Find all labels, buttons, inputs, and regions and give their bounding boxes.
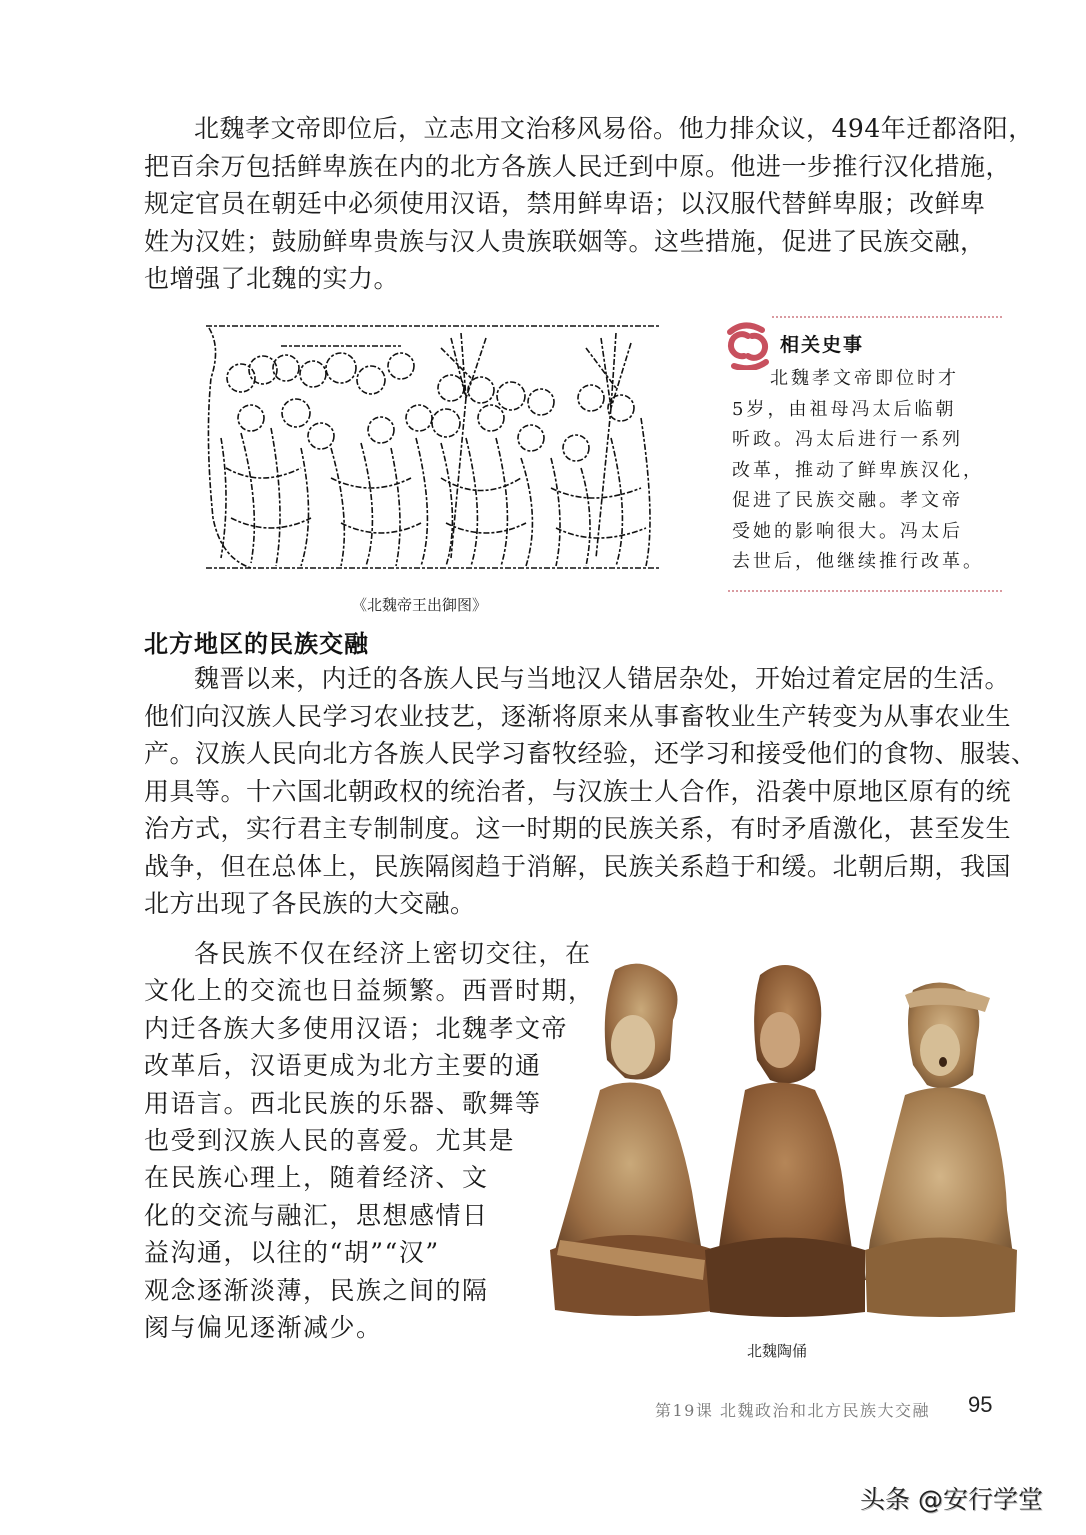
pottery-figurines-icon bbox=[545, 950, 1020, 1320]
paragraph-culture bbox=[144, 935, 594, 1346]
figurine-middle bbox=[705, 965, 865, 1317]
related-history-text bbox=[732, 364, 1004, 578]
figurine-right bbox=[865, 983, 1017, 1318]
text-line: 用具等。十六国北朝政权的统治者，与汉族士人合作，沿袭中原地区原有的统 bbox=[144, 776, 1012, 806]
dotted-divider-bottom bbox=[728, 590, 1002, 592]
text-line: 用语言。西北民族的乐器、歌舞等 bbox=[144, 1088, 542, 1118]
procession-engraving-icon bbox=[201, 318, 669, 580]
paragraph-migration bbox=[144, 660, 1037, 923]
text-line: 治方式，实行君主专制制度。这一时期的民族关系，有时矛盾激化，甚至发生 bbox=[144, 814, 1012, 843]
running-footer-lesson: 第19课 北魏政治和北方民族大交融 bbox=[655, 1401, 930, 1420]
engraving-image bbox=[201, 318, 669, 580]
figurine-left bbox=[550, 964, 720, 1316]
text-line: 战争，但在总体上，民族隔阂趋于消解，民族关系趋于和缓。北朝后期，我国 bbox=[144, 851, 1012, 881]
text-line: 听政。冯太后进行一系列 bbox=[732, 429, 963, 450]
text-line: 内迁各族大多使用汉语；北魏孝文帝 bbox=[144, 1013, 569, 1043]
text-line: 去世后，他继续推行改革。 bbox=[732, 551, 984, 572]
text-line: 把百余万包括鲜卑族在内的北方各族人民迁到中原。他进一步推行汉化措施， bbox=[144, 151, 1012, 181]
text-line: 改革后，汉语更成为北方主要的通 bbox=[144, 1051, 542, 1081]
figurines-caption: 北魏陶俑 bbox=[747, 1342, 808, 1360]
text-line: 观念逐渐淡薄，民族之间的隔 bbox=[144, 1275, 489, 1305]
text-line: 姓为汉姓；鼓励鲜卑贵族与汉人贵族联姻等。这些措施，促进了民族交融， bbox=[144, 226, 986, 256]
text-line: 各民族不仅在经济上密切交往，在 bbox=[194, 939, 592, 968]
section-heading: 北方地区的民族交融 bbox=[144, 630, 369, 658]
text-line: 他们向汉族人民学习农业技艺，逐渐将原来从事畜牧业生产转变为从事农业生 bbox=[144, 701, 1012, 731]
dotted-divider-top bbox=[772, 316, 1002, 318]
related-history-box bbox=[720, 312, 1002, 594]
text-line: 也受到汉族人民的喜爱。尤其是 bbox=[144, 1126, 516, 1156]
text-line: 阂与偏见逐渐减少。 bbox=[144, 1313, 383, 1343]
text-line: 产。汉族人民向北方各族人民学习畜牧经验，还学习和接受他们的食物、服装、 bbox=[144, 739, 1037, 768]
page-number: 95 bbox=[968, 1392, 993, 1417]
text-line: 北魏孝文帝即位后，立志用文治移风易俗。他力排众议，494年迁都洛阳， bbox=[194, 114, 1034, 143]
paragraph-intro bbox=[144, 110, 1034, 298]
text-line: 化的交流与融汇，思想感情日 bbox=[144, 1200, 489, 1230]
related-history-logo-icon bbox=[722, 322, 774, 370]
text-line: 文化上的交流也日益频繁。西晋时期， bbox=[144, 976, 595, 1006]
text-line: 改革，推动了鲜卑族汉化， bbox=[732, 459, 984, 481]
text-line: 北魏孝文帝即位时才 bbox=[770, 368, 959, 389]
text-line: 益沟通，以往的“胡”“汉” bbox=[144, 1238, 440, 1268]
text-line: 规定官员在朝廷中必须使用汉语，禁用鲜卑语；以汉服代替鲜卑服；改鲜卑 bbox=[144, 189, 986, 218]
figurines-photo bbox=[545, 950, 1020, 1320]
text-line: 也增强了北魏的实力。 bbox=[144, 264, 400, 293]
text-line: 受她的影响很大。冯太后 bbox=[732, 520, 963, 542]
text-line: 5岁，由祖母冯太后临朝 bbox=[732, 398, 957, 420]
text-line: 促进了民族交融。孝文帝 bbox=[732, 490, 963, 511]
engraving-caption: 《北魏帝王出御图》 bbox=[352, 596, 488, 614]
source-watermark: 头条 @安行学堂 bbox=[860, 1485, 1043, 1514]
text-line: 北方出现了各民族的大交融。 bbox=[144, 889, 476, 918]
related-history-title: 相关史事 bbox=[780, 334, 865, 356]
text-line: 在民族心理上，随着经济、文 bbox=[144, 1163, 489, 1193]
text-line: 魏晋以来，内迁的各族人民与当地汉人错居杂处，开始过着定居的生活。 bbox=[194, 664, 1011, 693]
